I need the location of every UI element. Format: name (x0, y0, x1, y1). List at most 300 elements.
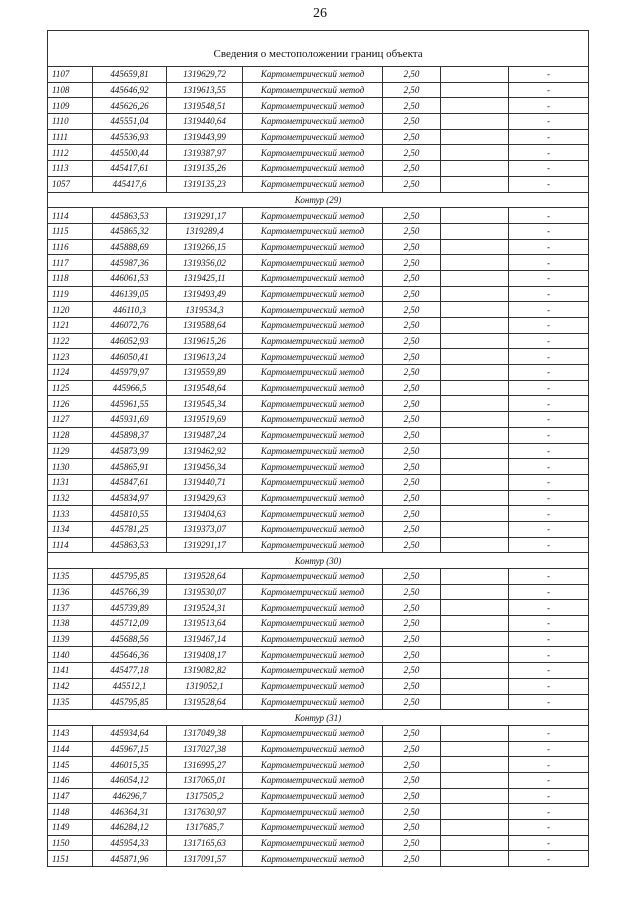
boundary-table-container (47, 30, 588, 867)
accuracy-cell: 2,50 (383, 459, 441, 475)
x-coordinate-cell: 445987,36 (93, 255, 167, 271)
point-number-cell: 1111 (48, 129, 93, 145)
extra-cell (441, 427, 509, 443)
y-coordinate-cell: 1317049,38 (167, 725, 243, 741)
extra-cell (441, 506, 509, 522)
note-cell: - (509, 584, 589, 600)
point-number-cell: 1123 (48, 349, 93, 365)
accuracy-cell: 2,50 (383, 145, 441, 161)
method-cell: Картометрический метод (243, 490, 383, 506)
method-cell: Картометрический метод (243, 349, 383, 365)
point-number-cell: 1114 (48, 208, 93, 224)
x-coordinate-cell: 446054,12 (93, 772, 167, 788)
method-cell: Картометрический метод (243, 569, 383, 585)
point-number-cell: 1122 (48, 333, 93, 349)
accuracy-cell: 2,50 (383, 349, 441, 365)
extra-cell (441, 616, 509, 632)
point-number-cell: 1148 (48, 804, 93, 820)
y-coordinate-cell: 1319291,17 (167, 208, 243, 224)
x-coordinate-cell: 445863,53 (93, 208, 167, 224)
y-coordinate-cell: 1317065,01 (167, 772, 243, 788)
method-cell: Картометрический метод (243, 208, 383, 224)
y-coordinate-cell: 1319513,64 (167, 616, 243, 632)
method-cell: Картометрический метод (243, 223, 383, 239)
method-cell: Картометрический метод (243, 380, 383, 396)
table-row (48, 820, 589, 836)
y-coordinate-cell: 1317505,2 (167, 788, 243, 804)
table-title-row (48, 31, 589, 67)
x-coordinate-cell: 445536,93 (93, 129, 167, 145)
extra-cell (441, 129, 509, 145)
point-number-cell: 1141 (48, 663, 93, 679)
point-number-cell: 1113 (48, 161, 93, 177)
method-cell: Картометрический метод (243, 318, 383, 334)
extra-cell (441, 459, 509, 475)
x-coordinate-cell: 445810,55 (93, 506, 167, 522)
accuracy-cell: 2,50 (383, 804, 441, 820)
contour-title: Контур (29) (48, 192, 589, 208)
x-coordinate-cell: 446052,93 (93, 333, 167, 349)
accuracy-cell: 2,50 (383, 647, 441, 663)
extra-cell (441, 161, 509, 177)
note-cell: - (509, 161, 589, 177)
extra-cell (441, 820, 509, 836)
method-cell: Картометрический метод (243, 270, 383, 286)
y-coordinate-cell: 1319528,64 (167, 694, 243, 710)
point-number-cell: 1139 (48, 631, 93, 647)
method-cell: Картометрический метод (243, 804, 383, 820)
note-cell: - (509, 239, 589, 255)
point-number-cell: 1118 (48, 270, 93, 286)
point-number-cell: 1129 (48, 443, 93, 459)
y-coordinate-cell: 1319548,51 (167, 98, 243, 114)
x-coordinate-cell: 445898,37 (93, 427, 167, 443)
extra-cell (441, 145, 509, 161)
note-cell: - (509, 725, 589, 741)
y-coordinate-cell: 1319519,69 (167, 412, 243, 428)
y-coordinate-cell: 1319356,02 (167, 255, 243, 271)
point-number-cell: 1137 (48, 600, 93, 616)
note-cell: - (509, 302, 589, 318)
table-row (48, 333, 589, 349)
x-coordinate-cell: 445795,85 (93, 569, 167, 585)
x-coordinate-cell: 446110,3 (93, 302, 167, 318)
table-row (48, 176, 589, 192)
page-number: 26 (313, 6, 327, 21)
extra-cell (441, 741, 509, 757)
y-coordinate-cell: 1319440,64 (167, 114, 243, 130)
extra-cell (441, 490, 509, 506)
note-cell: - (509, 663, 589, 679)
y-coordinate-cell: 1319387,97 (167, 145, 243, 161)
table-row (48, 474, 589, 490)
y-coordinate-cell: 1319467,14 (167, 631, 243, 647)
extra-cell (441, 270, 509, 286)
x-coordinate-cell: 445847,61 (93, 474, 167, 490)
x-coordinate-cell: 445871,96 (93, 851, 167, 867)
x-coordinate-cell: 446364,31 (93, 804, 167, 820)
extra-cell (441, 537, 509, 553)
method-cell: Картометрический метод (243, 255, 383, 271)
table-row (48, 788, 589, 804)
x-coordinate-cell: 446296,7 (93, 788, 167, 804)
y-coordinate-cell: 1319425,11 (167, 270, 243, 286)
table-row (48, 459, 589, 475)
point-number-cell: 1116 (48, 239, 93, 255)
accuracy-cell: 2,50 (383, 521, 441, 537)
table-row (48, 161, 589, 177)
contour-header-row (48, 710, 589, 726)
table-row (48, 490, 589, 506)
contour-header-row (48, 192, 589, 208)
point-number-cell: 1134 (48, 521, 93, 537)
method-cell: Картометрический метод (243, 67, 383, 83)
point-number-cell: 1127 (48, 412, 93, 428)
note-cell: - (509, 459, 589, 475)
point-number-cell: 1136 (48, 584, 93, 600)
note-cell: - (509, 255, 589, 271)
extra-cell (441, 521, 509, 537)
y-coordinate-cell: 1319462,92 (167, 443, 243, 459)
y-coordinate-cell: 1319487,24 (167, 427, 243, 443)
x-coordinate-cell: 445766,39 (93, 584, 167, 600)
table-row (48, 694, 589, 710)
method-cell: Картометрический метод (243, 302, 383, 318)
y-coordinate-cell: 1319443,99 (167, 129, 243, 145)
x-coordinate-cell: 446072,76 (93, 318, 167, 334)
note-cell: - (509, 427, 589, 443)
y-coordinate-cell: 1319266,15 (167, 239, 243, 255)
accuracy-cell: 2,50 (383, 506, 441, 522)
table-row (48, 365, 589, 381)
accuracy-cell: 2,50 (383, 270, 441, 286)
point-number-cell: 1150 (48, 835, 93, 851)
table-row (48, 98, 589, 114)
x-coordinate-cell: 445934,64 (93, 725, 167, 741)
method-cell: Картометрический метод (243, 772, 383, 788)
extra-cell (441, 98, 509, 114)
note-cell: - (509, 600, 589, 616)
note-cell: - (509, 318, 589, 334)
x-coordinate-cell: 445646,36 (93, 647, 167, 663)
table-row (48, 804, 589, 820)
accuracy-cell: 2,50 (383, 98, 441, 114)
x-coordinate-cell: 445626,26 (93, 98, 167, 114)
point-number-cell: 1124 (48, 365, 93, 381)
accuracy-cell: 2,50 (383, 600, 441, 616)
extra-cell (441, 349, 509, 365)
accuracy-cell: 2,50 (383, 302, 441, 318)
x-coordinate-cell: 445865,91 (93, 459, 167, 475)
extra-cell (441, 114, 509, 130)
accuracy-cell: 2,50 (383, 725, 441, 741)
note-cell: - (509, 365, 589, 381)
point-number-cell: 1142 (48, 678, 93, 694)
point-number-cell: 1117 (48, 255, 93, 271)
x-coordinate-cell: 446015,35 (93, 757, 167, 773)
method-cell: Картометрический метод (243, 788, 383, 804)
extra-cell (441, 412, 509, 428)
note-cell: - (509, 67, 589, 83)
method-cell: Картометрический метод (243, 161, 383, 177)
y-coordinate-cell: 1319404,63 (167, 506, 243, 522)
point-number-cell: 1119 (48, 286, 93, 302)
point-number-cell: 1132 (48, 490, 93, 506)
method-cell: Картометрический метод (243, 616, 383, 632)
accuracy-cell: 2,50 (383, 223, 441, 239)
y-coordinate-cell: 1317027,38 (167, 741, 243, 757)
accuracy-cell: 2,50 (383, 286, 441, 302)
extra-cell (441, 804, 509, 820)
accuracy-cell: 2,50 (383, 772, 441, 788)
note-cell: - (509, 631, 589, 647)
extra-cell (441, 663, 509, 679)
method-cell: Картометрический метод (243, 176, 383, 192)
method-cell: Картометрический метод (243, 725, 383, 741)
extra-cell (441, 333, 509, 349)
table-row (48, 506, 589, 522)
accuracy-cell: 2,50 (383, 161, 441, 177)
note-cell: - (509, 396, 589, 412)
extra-cell (441, 443, 509, 459)
note-cell: - (509, 412, 589, 428)
table-row (48, 537, 589, 553)
note-cell: - (509, 443, 589, 459)
point-number-cell: 1108 (48, 82, 93, 98)
note-cell: - (509, 820, 589, 836)
point-number-cell: 1138 (48, 616, 93, 632)
table-row (48, 114, 589, 130)
table-row (48, 67, 589, 83)
x-coordinate-cell: 446061,53 (93, 270, 167, 286)
note-cell: - (509, 851, 589, 867)
method-cell: Картометрический метод (243, 129, 383, 145)
x-coordinate-cell: 446050,41 (93, 349, 167, 365)
x-coordinate-cell: 445688,56 (93, 631, 167, 647)
extra-cell (441, 584, 509, 600)
accuracy-cell: 2,50 (383, 663, 441, 679)
note-cell: - (509, 333, 589, 349)
y-coordinate-cell: 1319456,34 (167, 459, 243, 475)
x-coordinate-cell: 445712,09 (93, 616, 167, 632)
method-cell: Картометрический метод (243, 506, 383, 522)
accuracy-cell: 2,50 (383, 820, 441, 836)
x-coordinate-cell: 445888,69 (93, 239, 167, 255)
y-coordinate-cell: 1319613,55 (167, 82, 243, 98)
y-coordinate-cell: 1319493,49 (167, 286, 243, 302)
y-coordinate-cell: 1319534,3 (167, 302, 243, 318)
table-row (48, 412, 589, 428)
table-row (48, 427, 589, 443)
note-cell: - (509, 521, 589, 537)
table-row (48, 318, 589, 334)
method-cell: Картометрический метод (243, 114, 383, 130)
table-row (48, 443, 589, 459)
note-cell: - (509, 129, 589, 145)
method-cell: Картометрический метод (243, 474, 383, 490)
method-cell: Картометрический метод (243, 412, 383, 428)
table-row (48, 584, 589, 600)
accuracy-cell: 2,50 (383, 427, 441, 443)
method-cell: Картометрический метод (243, 333, 383, 349)
method-cell: Картометрический метод (243, 820, 383, 836)
y-coordinate-cell: 1317165,63 (167, 835, 243, 851)
y-coordinate-cell: 1319082,82 (167, 663, 243, 679)
point-number-cell: 1107 (48, 67, 93, 83)
x-coordinate-cell: 445795,85 (93, 694, 167, 710)
extra-cell (441, 318, 509, 334)
extra-cell (441, 474, 509, 490)
extra-cell (441, 380, 509, 396)
y-coordinate-cell: 1319528,64 (167, 569, 243, 585)
method-cell: Картометрический метод (243, 600, 383, 616)
extra-cell (441, 223, 509, 239)
note-cell: - (509, 506, 589, 522)
accuracy-cell: 2,50 (383, 412, 441, 428)
extra-cell (441, 851, 509, 867)
note-cell: - (509, 741, 589, 757)
point-number-cell: 1135 (48, 694, 93, 710)
y-coordinate-cell: 1319588,64 (167, 318, 243, 334)
accuracy-cell: 2,50 (383, 835, 441, 851)
x-coordinate-cell: 445500,44 (93, 145, 167, 161)
y-coordinate-cell: 1319135,23 (167, 176, 243, 192)
table-row (48, 741, 589, 757)
accuracy-cell: 2,50 (383, 365, 441, 381)
note-cell: - (509, 647, 589, 663)
extra-cell (441, 647, 509, 663)
table-title: Сведения о местоположении границ объекта (48, 31, 589, 67)
extra-cell (441, 725, 509, 741)
contour-header-row (48, 553, 589, 569)
x-coordinate-cell: 445961,55 (93, 396, 167, 412)
x-coordinate-cell: 445551,04 (93, 114, 167, 130)
accuracy-cell: 2,50 (383, 741, 441, 757)
table-row (48, 725, 589, 741)
accuracy-cell: 2,50 (383, 631, 441, 647)
accuracy-cell: 2,50 (383, 239, 441, 255)
method-cell: Картометрический метод (243, 396, 383, 412)
y-coordinate-cell: 1316995,27 (167, 757, 243, 773)
extra-cell (441, 772, 509, 788)
extra-cell (441, 835, 509, 851)
x-coordinate-cell: 445979,97 (93, 365, 167, 381)
accuracy-cell: 2,50 (383, 584, 441, 600)
x-coordinate-cell: 445873,99 (93, 443, 167, 459)
note-cell: - (509, 835, 589, 851)
note-cell: - (509, 616, 589, 632)
table-row (48, 631, 589, 647)
accuracy-cell: 2,50 (383, 678, 441, 694)
extra-cell (441, 67, 509, 83)
accuracy-cell: 2,50 (383, 851, 441, 867)
table-row (48, 82, 589, 98)
contour-title: Контур (30) (48, 553, 589, 569)
x-coordinate-cell: 445931,69 (93, 412, 167, 428)
point-number-cell: 1057 (48, 176, 93, 192)
extra-cell (441, 757, 509, 773)
accuracy-cell: 2,50 (383, 788, 441, 804)
table-row (48, 757, 589, 773)
note-cell: - (509, 772, 589, 788)
table-row (48, 772, 589, 788)
y-coordinate-cell: 1319289,4 (167, 223, 243, 239)
method-cell: Картометрический метод (243, 757, 383, 773)
method-cell: Картометрический метод (243, 694, 383, 710)
table-row (48, 286, 589, 302)
y-coordinate-cell: 1317630,97 (167, 804, 243, 820)
point-number-cell: 1143 (48, 725, 93, 741)
point-number-cell: 1110 (48, 114, 93, 130)
method-cell: Картометрический метод (243, 239, 383, 255)
x-coordinate-cell: 445863,53 (93, 537, 167, 553)
method-cell: Картометрический метод (243, 443, 383, 459)
method-cell: Картометрический метод (243, 851, 383, 867)
y-coordinate-cell: 1319545,34 (167, 396, 243, 412)
point-number-cell: 1128 (48, 427, 93, 443)
point-number-cell: 1149 (48, 820, 93, 836)
note-cell: - (509, 678, 589, 694)
extra-cell (441, 600, 509, 616)
table-row (48, 270, 589, 286)
table-row (48, 239, 589, 255)
extra-cell (441, 82, 509, 98)
method-cell: Картометрический метод (243, 678, 383, 694)
point-number-cell: 1121 (48, 318, 93, 334)
accuracy-cell: 2,50 (383, 474, 441, 490)
table-row (48, 145, 589, 161)
table-row (48, 396, 589, 412)
point-number-cell: 1145 (48, 757, 93, 773)
note-cell: - (509, 569, 589, 585)
point-number-cell: 1120 (48, 302, 93, 318)
extra-cell (441, 788, 509, 804)
accuracy-cell: 2,50 (383, 396, 441, 412)
extra-cell (441, 255, 509, 271)
point-number-cell: 1151 (48, 851, 93, 867)
y-coordinate-cell: 1317091,57 (167, 851, 243, 867)
note-cell: - (509, 145, 589, 161)
x-coordinate-cell: 445966,5 (93, 380, 167, 396)
x-coordinate-cell: 445781,25 (93, 521, 167, 537)
point-number-cell: 1131 (48, 474, 93, 490)
method-cell: Картометрический метод (243, 145, 383, 161)
method-cell: Картометрический метод (243, 631, 383, 647)
extra-cell (441, 396, 509, 412)
point-number-cell: 1112 (48, 145, 93, 161)
accuracy-cell: 2,50 (383, 255, 441, 271)
accuracy-cell: 2,50 (383, 333, 441, 349)
note-cell: - (509, 82, 589, 98)
table-row (48, 521, 589, 537)
y-coordinate-cell: 1319440,71 (167, 474, 243, 490)
note-cell: - (509, 474, 589, 490)
x-coordinate-cell: 445967,15 (93, 741, 167, 757)
point-number-cell: 1126 (48, 396, 93, 412)
note-cell: - (509, 694, 589, 710)
x-coordinate-cell: 445646,92 (93, 82, 167, 98)
x-coordinate-cell: 445417,61 (93, 161, 167, 177)
table-row (48, 835, 589, 851)
table-row (48, 663, 589, 679)
accuracy-cell: 2,50 (383, 67, 441, 83)
y-coordinate-cell: 1319530,07 (167, 584, 243, 600)
boundary-coordinates-table (47, 30, 589, 867)
y-coordinate-cell: 1319559,89 (167, 365, 243, 381)
table-row (48, 302, 589, 318)
note-cell: - (509, 349, 589, 365)
method-cell: Картометрический метод (243, 537, 383, 553)
